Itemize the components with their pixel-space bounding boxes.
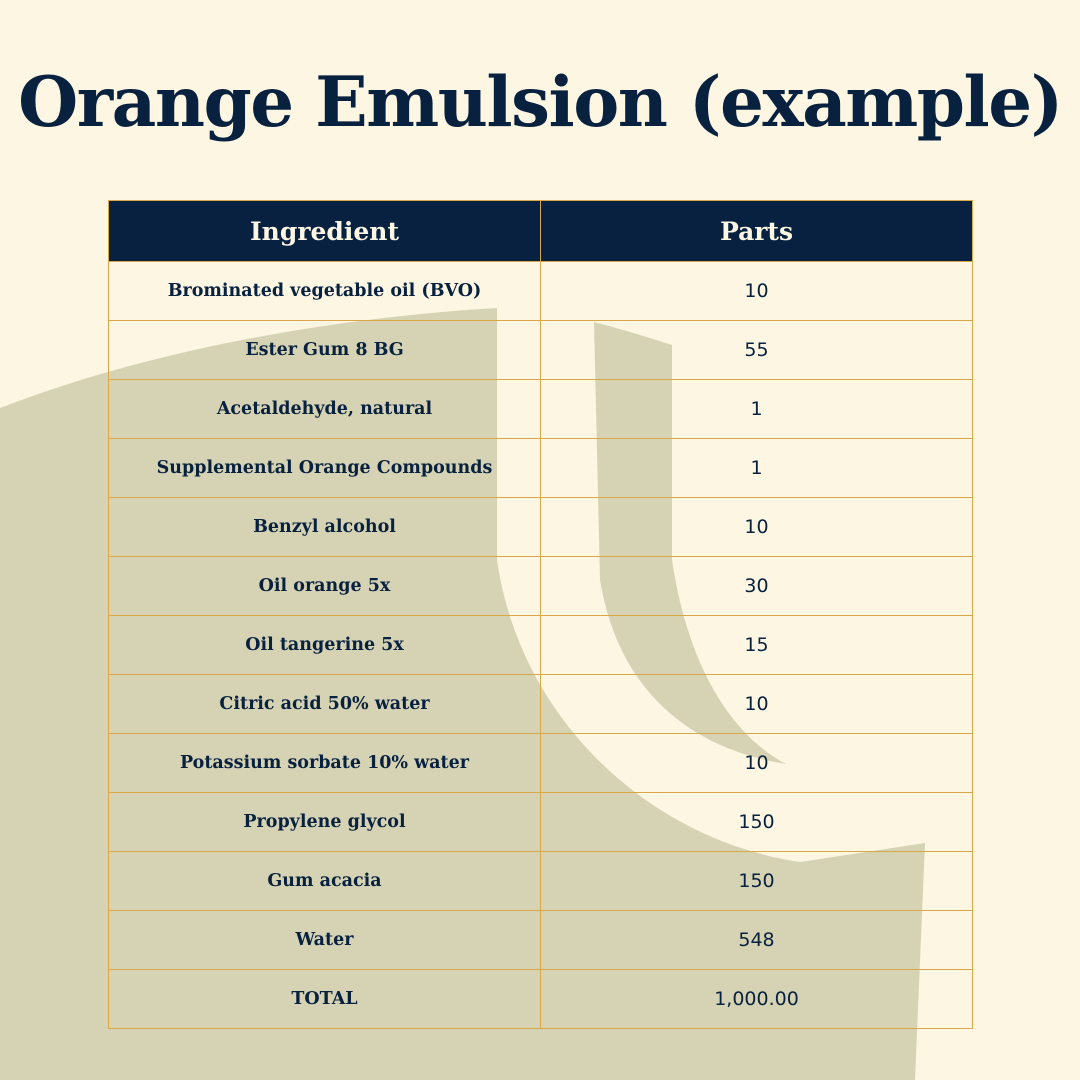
- total-parts-cell: 1,000.00: [541, 970, 973, 1029]
- parts-cell: 548: [541, 911, 973, 970]
- ingredient-cell: Potassium sorbate 10% water: [109, 734, 541, 793]
- table-row: [109, 557, 973, 616]
- parts-cell: 1: [541, 380, 973, 439]
- ingredient-cell: Acetaldehyde, natural: [109, 380, 541, 439]
- parts-cell: 10: [541, 262, 973, 321]
- table-row: [109, 498, 973, 557]
- parts-cell: 150: [541, 852, 973, 911]
- ingredient-cell: Supplemental Orange Compounds: [109, 439, 541, 498]
- parts-cell: 10: [541, 498, 973, 557]
- table-row: [109, 262, 973, 321]
- ingredient-cell: Ester Gum 8 BG: [109, 321, 541, 380]
- table-header-row: [109, 201, 973, 262]
- parts-cell: 1: [541, 439, 973, 498]
- parts-cell: 15: [541, 616, 973, 675]
- parts-cell: 55: [541, 321, 973, 380]
- table-row: [109, 380, 973, 439]
- table-row: [109, 852, 973, 911]
- ingredient-cell: Citric acid 50% water: [109, 675, 541, 734]
- table-total-row: [109, 970, 973, 1029]
- ingredient-cell: Benzyl alcohol: [109, 498, 541, 557]
- ingredient-cell: Oil orange 5x: [109, 557, 541, 616]
- ingredient-cell: Propylene glycol: [109, 793, 541, 852]
- ingredient-cell: Gum acacia: [109, 852, 541, 911]
- parts-cell: 10: [541, 675, 973, 734]
- parts-column-header: Parts: [541, 201, 973, 262]
- ingredient-cell: Oil tangerine 5x: [109, 616, 541, 675]
- page-title: Orange Emulsion (example): [18, 62, 1062, 143]
- parts-cell: 150: [541, 793, 973, 852]
- ingredient-column-header: Ingredient: [109, 201, 541, 262]
- table-row: [109, 911, 973, 970]
- table-row: [109, 616, 973, 675]
- table-row: [109, 439, 973, 498]
- ingredients-table: [108, 200, 973, 1029]
- total-label-cell: TOTAL: [109, 970, 541, 1029]
- ingredient-cell: Water: [109, 911, 541, 970]
- ingredient-cell: Brominated vegetable oil (BVO): [109, 262, 541, 321]
- table-row: [109, 321, 973, 380]
- table-row: [109, 793, 973, 852]
- table-row: [109, 734, 973, 793]
- table-row: [109, 675, 973, 734]
- parts-cell: 10: [541, 734, 973, 793]
- parts-cell: 30: [541, 557, 973, 616]
